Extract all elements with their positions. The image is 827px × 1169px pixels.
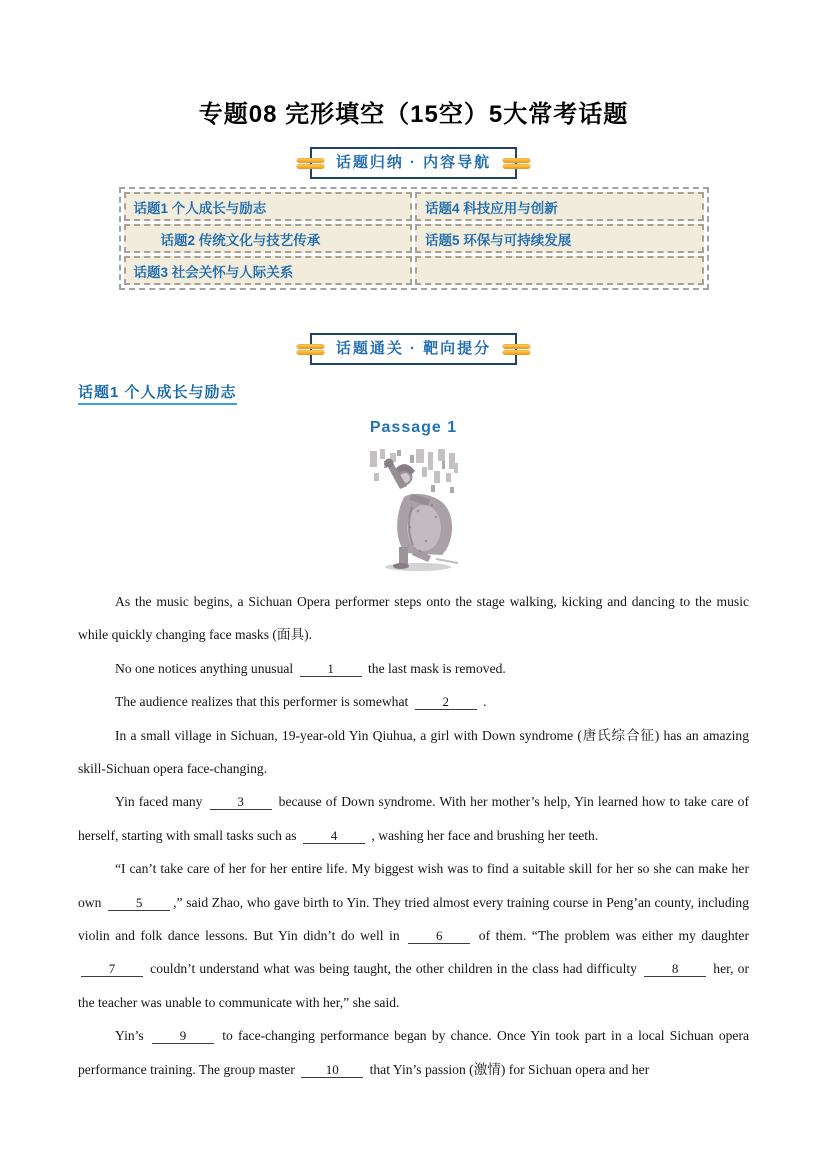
passage-paragraph: Yin faced many 3 because of Down syndrome. With her mother’s help, Yin learned how to take care of herself, starting with small tasks such as 4 , washing her face and brushing her teeth. [78,794,749,843]
passage-title: Passage 1 [369,419,458,436]
cloze-blank-8: 8 [644,961,706,977]
cloze-blank-5: 5 [108,895,170,911]
decor-bars-icon [503,342,530,357]
passage-paragraph: “I can’t take care of her for her entire life. My biggest wish was to find a suitable skill for her so she can make her own 5 ,” said Zhao, who gave birth to Yin. They tried almost every training course in Peng’an county, including violin and folk dance lessons. But Yin didn’t do well in 6 of them. “The problem was either my daughter 7 couldn’t understand what was being taught, the other children in the class had difficulty 8 her, or the teacher was unable to communicate with her,” she said. [78,861,750,1010]
topic-heading-link[interactable]: 话题1 个人成长与励志 [78,381,237,405]
banner-row-nav [78,147,749,179]
topic-heading-row [78,381,749,405]
topic-cell-1: 话题1 个人成长与励志 [124,192,413,221]
topic-cell-4: 话题4 科技应用与创新 [415,192,704,221]
banner-nav-label: 话题归纳 · 内容导航 [335,154,492,171]
section-banner-boost [310,333,517,365]
topic-cell-5: 话题5 环保与可持续发展 [415,224,704,253]
table-row [124,256,704,285]
page-title: 专题08 完形填空（15空）5大常考话题 [198,101,629,128]
banner-row-boost [78,333,749,365]
banner-boost-label: 话题通关 · 靶向提分 [335,340,492,357]
decor-bars-icon [503,156,530,171]
table-row [124,192,704,221]
passage-paragraph: No one notices anything unusual 1 the last mask is removed. [115,660,506,676]
section-banner-nav [310,147,517,179]
decor-bars-icon [297,156,324,171]
table-row [124,224,704,253]
cloze-blank-10: 10 [301,1062,363,1078]
passage-paragraph: The audience realizes that this performer is somewhat 2 . [115,694,487,710]
passage-paragraph: Yin’s 9 to face-changing performance began by chance. Once Yin took part in a local Sichuan opera performance training. The group master 10 that Yin’s passion (激情) for Sichuan opera and her [78,1028,750,1077]
cloze-blank-4: 4 [303,828,365,844]
passage-paragraph: As the music begins, a Sichuan Opera performer steps onto the stage walking, kicking and dancing to the music while quickly changing face masks (面具). [78,594,749,643]
performer-illustration [366,447,461,573]
cloze-blank-6: 6 [408,928,470,944]
topics-table [119,187,709,290]
topic-cell-2: 话题2 传统文化与技艺传承 [124,224,413,253]
topic-cell-empty [415,256,704,285]
decor-bars-icon [297,342,324,357]
passage-body [78,585,749,1086]
cloze-blank-3: 3 [210,794,272,810]
topic-cell-3: 话题3 社会关怀与人际关系 [124,256,413,285]
cloze-blank-9: 9 [152,1028,214,1044]
cloze-blank-1: 1 [300,661,362,677]
passage-paragraph: In a small village in Sichuan, 19-year-old Yin Qiuhua, a girl with Down syndrome (唐氏综合征) has an amazing skill-Sichuan opera face-changing. [78,727,749,777]
cloze-blank-7: 7 [81,961,143,977]
cloze-blank-2: 2 [415,694,477,710]
